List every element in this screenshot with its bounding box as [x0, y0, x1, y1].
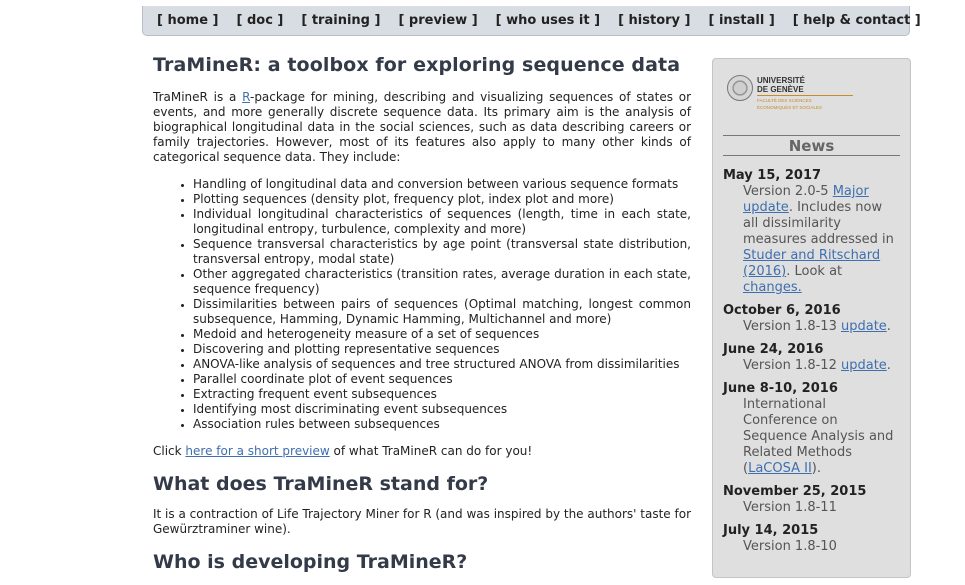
news-link[interactable]: Studer and Ritschard (2016)	[743, 248, 881, 279]
nav-item[interactable]: [ home ]	[157, 13, 219, 28]
main-content	[153, 50, 691, 585]
news-text: . Includes now all dissimilarity measures addressed in	[743, 200, 894, 247]
nav-item[interactable]: [ training ]	[301, 13, 381, 28]
preview-link[interactable]: here for a short preview	[185, 444, 330, 458]
feature-list-item: • Extracting frequent event subsequences	[193, 387, 691, 402]
feature-list-item: • Other aggregated characteristics (transition rates, average duration in each state, sequence frequency)	[193, 267, 691, 297]
news-date: June 8-10, 2016	[723, 381, 838, 396]
name-explanation: It is a contraction of Life Trajectory Miner for R (and was inspired by the authors' taste for Gewürztraminer wine).	[153, 507, 691, 536]
section-heading-developers: Who is developing TraMineR?	[153, 551, 468, 573]
feature-list-item: • Identifying most discriminating event subsequences	[193, 402, 691, 417]
intro-paragraph	[153, 90, 691, 165]
logo-line1: UNIVERSITÉ	[757, 76, 806, 85]
feature-list-item: • Handling of longitudinal data and conversion between various sequence formats	[193, 177, 691, 192]
news-heading: News	[723, 135, 900, 156]
news-text: Version 1.8-13	[743, 319, 841, 334]
university-logo[interactable]	[723, 69, 900, 125]
news-text: .	[886, 319, 891, 334]
sidebar	[712, 58, 911, 578]
logo-line2: DE GENÈVE	[757, 85, 804, 94]
news-item	[723, 381, 900, 477]
intro-text-post: -package for mining, describing and visualizing sequences of states or events, and more generally discrete sequence data. Its primary aim is the analysis of biographical longitudinal data in the social sciences, such as data describing careers or family trajectories. However, most of its features also apply to many other kinds of categorical sequence data. They include:	[153, 90, 692, 164]
news-text: .	[886, 358, 891, 373]
news-text: . Look at	[786, 264, 843, 279]
news-item	[723, 342, 900, 374]
section-heading-name: What does TraMineR stand for?	[153, 473, 489, 495]
feature-list-item: • ANOVA-like analysis of sequences and tree structured ANOVA from dissimilarities	[193, 357, 691, 372]
nav-item[interactable]: [ help & contact ]	[792, 13, 921, 28]
top-navigation	[142, 6, 921, 36]
intro-text-pre: TraMineR is a	[153, 90, 243, 104]
news-body	[723, 539, 900, 555]
preview-text-post: of what TraMineR can do for you!	[329, 444, 533, 458]
news-item	[723, 303, 900, 335]
news-date: November 25, 2015	[723, 484, 867, 499]
logo-divider	[757, 95, 853, 96]
news-body	[723, 358, 900, 374]
news-text: Version 1.8-12	[743, 358, 841, 373]
news-body	[723, 500, 900, 516]
news-link[interactable]: Major update	[743, 184, 869, 215]
news-link[interactable]: update	[840, 319, 887, 334]
news-link[interactable]: LaCOSA II	[748, 461, 812, 476]
news-date: July 14, 2015	[723, 523, 819, 538]
news-item	[723, 484, 900, 516]
feature-list-item: • Association rules between subsequences	[193, 417, 691, 432]
news-text: International Conference on Sequence Analysis and Related Methods (	[743, 397, 894, 476]
page-title: TraMineR: a toolbox for exploring sequence data	[153, 54, 681, 76]
news-body	[723, 184, 900, 296]
news-text: Version 1.8-11	[743, 500, 837, 515]
nav-item[interactable]: [ preview ]	[398, 13, 478, 28]
feature-list-item: • Discovering and plotting representative sequences	[193, 342, 691, 357]
news-text: Version 1.8-10	[743, 539, 837, 554]
logo-sub1: FACULTÉ DES SCIENCES	[757, 98, 812, 103]
news-date: October 6, 2016	[723, 303, 841, 318]
feature-list-item: • Plotting sequences (density plot, frequency plot, index plot and more)	[193, 192, 691, 207]
nav-item[interactable]: [ install ]	[708, 13, 775, 28]
news-text: ).	[811, 461, 822, 476]
news-date: May 15, 2017	[723, 168, 822, 183]
news-text: Version 2.0-5	[743, 184, 833, 199]
news-link[interactable]: changes.	[743, 280, 802, 295]
news-body	[723, 397, 900, 477]
feature-list-item: • Individual longitudinal characteristics of sequences (length, time in each state, longitudinal entropy, turbulence, complexity and more)	[193, 207, 691, 237]
feature-list	[153, 177, 691, 432]
feature-list-item: • Sequence transversal characteristics by age point (transversal state distribution, transversal entropy, modal state)	[193, 237, 691, 267]
news-list	[723, 168, 900, 555]
preview-text-pre: Click	[153, 444, 186, 458]
nav-item[interactable]: [ who uses it ]	[495, 13, 601, 28]
preview-paragraph	[153, 444, 691, 459]
university-seal-icon	[727, 75, 753, 101]
nav-item[interactable]: [ history ]	[618, 13, 691, 28]
feature-list-item: • Medoid and heterogeneity measure of a set of sequences	[193, 327, 691, 342]
feature-list-item: • Dissimilarities between pairs of sequences (Optimal matching, longest common subsequence, Hamming, Dynamic Hamming, Multichannel and more)	[193, 297, 691, 327]
feature-list-item: • Parallel coordinate plot of event sequences	[193, 372, 691, 387]
logo-sub2: ÉCONOMIQUES ET SOCIALES	[757, 105, 822, 110]
nav-item[interactable]: [ doc ]	[236, 13, 284, 28]
news-item	[723, 168, 900, 296]
news-link[interactable]: update	[840, 358, 887, 373]
r-link[interactable]: R	[242, 90, 250, 104]
news-date: June 24, 2016	[723, 342, 824, 357]
logo-text	[757, 76, 853, 110]
news-body	[723, 319, 900, 335]
news-item	[723, 523, 900, 555]
